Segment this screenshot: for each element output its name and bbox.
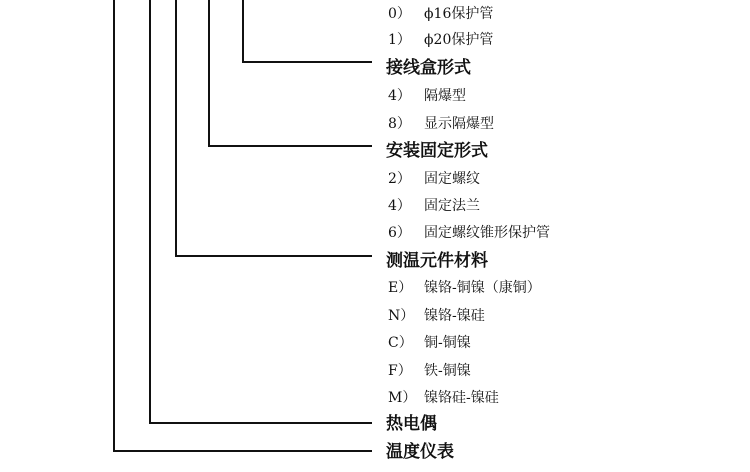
connector-element-material: [176, 0, 372, 256]
option-item: C） 铜-铜镍: [388, 335, 471, 351]
heading-mounting-form: 安装固定形式: [386, 141, 488, 161]
connector-thermocouple: [150, 0, 372, 423]
option-item: 1） ϕ20保护管: [388, 32, 494, 48]
option-item: F） 铁-铜镍: [388, 363, 471, 379]
option-item: 0） ϕ16保护管: [388, 6, 494, 22]
option-item: E） 镍铬-铜镍（康铜）: [388, 280, 541, 296]
connector-temperature-instrument: [114, 0, 372, 451]
option-item: 2） 固定螺纹: [388, 171, 480, 187]
connector-wiring-box: [243, 0, 372, 62]
option-item: 6） 固定螺纹锥形保护管: [388, 225, 550, 241]
option-item: N） 镍铬-镍硅: [388, 308, 485, 324]
heading-element-material: 测温元件材料: [386, 251, 488, 271]
connector-mounting: [209, 0, 372, 146]
heading-temperature-instrument: 温度仪表: [386, 442, 454, 462]
option-item: 8） 显示隔爆型: [388, 116, 494, 132]
option-item: 4） 隔爆型: [388, 88, 466, 104]
option-item: 4） 固定法兰: [388, 198, 480, 214]
heading-wiring-box: 接线盒形式: [386, 58, 471, 78]
heading-thermocouple: 热电偶: [386, 414, 437, 434]
option-item: M） 镍铬硅-镍硅: [388, 390, 499, 406]
